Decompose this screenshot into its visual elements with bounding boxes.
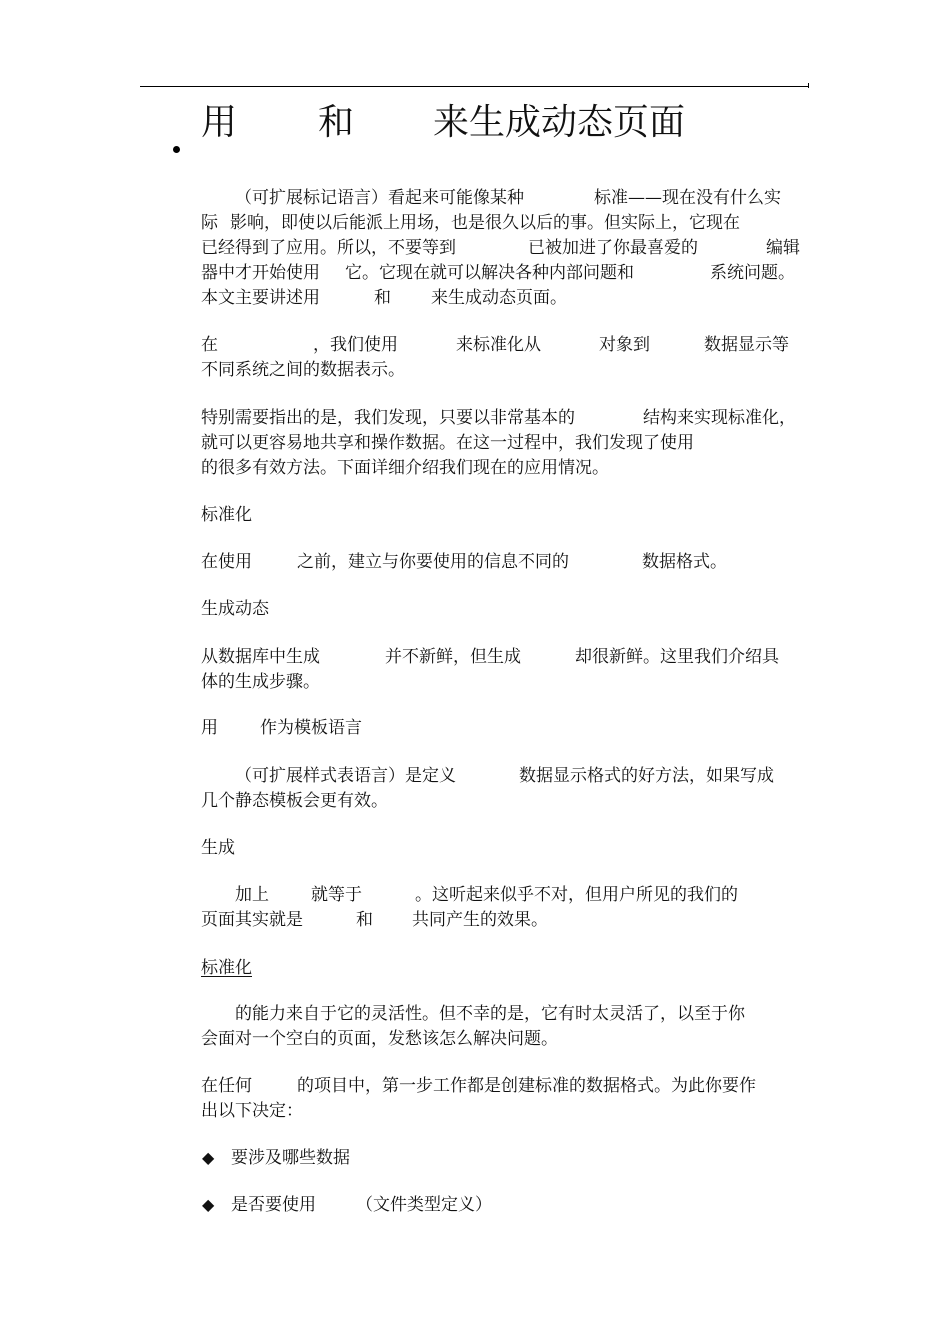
outline-heading: 作为模板语言 bbox=[260, 718, 362, 738]
text-run: 和 bbox=[356, 910, 373, 930]
header-rule-end bbox=[808, 83, 809, 88]
text-run: 特别需要指出的是，我们发现，只要以非常基本的 bbox=[201, 408, 575, 428]
text-run: 几个静态模板会更有效。 bbox=[201, 791, 388, 811]
text-run: 体的生成步骤。 bbox=[201, 672, 320, 692]
text-run: 的很多有效方法。下面详细介绍我们现在的应用情况。 bbox=[201, 458, 609, 478]
text-run: 系统问题。 bbox=[710, 263, 795, 283]
list-item-text: 要涉及哪些数据 bbox=[231, 1148, 350, 1168]
list-item-text: 是否要使用 bbox=[231, 1195, 316, 1215]
text-run: 在 bbox=[201, 335, 218, 355]
text-run: 会面对一个空白的页面，发愁该怎么解决问题。 bbox=[201, 1029, 558, 1049]
text-run: 在任何 bbox=[201, 1076, 252, 1096]
text-run: 数据显示等 bbox=[704, 335, 789, 355]
text-run: 数据显示格式的好方法，如果写成 bbox=[519, 766, 774, 786]
text-run: 它。它现在就可以解决各种内部问题和 bbox=[345, 263, 634, 283]
text-run: （可扩展标记语言）看起来可能像某种 bbox=[235, 188, 524, 208]
text-run: 对象到 bbox=[599, 335, 650, 355]
text-run: 器中才开始使用 bbox=[201, 263, 320, 283]
text-run: 加上 bbox=[235, 885, 269, 905]
outline-heading: 生成动态 bbox=[201, 599, 269, 619]
text-run: 的项目中，第一步工作都是创建标准的数据格式。为此你要作 bbox=[297, 1076, 756, 1096]
text-run: 来标准化从 bbox=[456, 335, 541, 355]
text-run: 影响，即使以后能派上用场，也是很久以后的事。但实际上，它现在 bbox=[230, 213, 740, 233]
text-run: 出以下决定： bbox=[201, 1101, 303, 1121]
text-run: 本文主要讲述用 bbox=[201, 288, 320, 308]
text-run: 结构来实现标准化， bbox=[643, 408, 796, 428]
outline-heading: 生成 bbox=[201, 838, 235, 858]
text-run: 就等于 bbox=[311, 885, 362, 905]
text-run: （可扩展样式表语言）是定义 bbox=[235, 766, 456, 786]
title-part-1: 用 bbox=[201, 102, 238, 143]
text-run: 却很新鲜。这里我们介绍具 bbox=[575, 647, 779, 667]
text-run: 不同系统之间的数据表示。 bbox=[201, 360, 405, 380]
text-run: 。这听起来似乎不对，但用户所见的我们的 bbox=[415, 885, 738, 905]
text-run: 来生成动态页面。 bbox=[431, 288, 567, 308]
outline-heading: 用 bbox=[201, 718, 218, 738]
text-run: 数据格式。 bbox=[642, 552, 727, 572]
text-run: 之前，建立与你要使用的信息不同的 bbox=[297, 552, 569, 572]
text-run: 标准——现在没有什么实 bbox=[594, 188, 781, 208]
section-heading: 标准化 bbox=[201, 958, 252, 978]
diamond-bullet-icon: ◆ bbox=[202, 1148, 215, 1167]
text-run: 并不新鲜，但生成 bbox=[385, 647, 521, 667]
text-run: 在使用 bbox=[201, 552, 252, 572]
text-run: 页面其实就是 bbox=[201, 910, 303, 930]
text-run: 编辑 bbox=[766, 238, 800, 258]
text-run: 际 bbox=[201, 213, 218, 233]
text-run: 从数据库中生成 bbox=[201, 647, 320, 667]
text-run: 已被加进了你最喜爱的 bbox=[528, 238, 698, 258]
header-rule bbox=[140, 86, 808, 87]
text-run: 已经得到了应用。所以，不要等到 bbox=[201, 238, 456, 258]
text-run: ，我们使用 bbox=[313, 335, 398, 355]
title-bullet-icon bbox=[173, 146, 180, 153]
title-part-3: 来生成动态页面 bbox=[433, 102, 686, 143]
title-part-2: 和 bbox=[318, 102, 355, 143]
text-run: 共同产生的效果。 bbox=[412, 910, 548, 930]
list-item-text: （文件类型定义） bbox=[356, 1195, 492, 1215]
text-run: 就可以更容易地共享和操作数据。在这一过程中，我们发现了使用 bbox=[201, 433, 694, 453]
text-run: 的能力来自于它的灵活性。但不幸的是，它有时太灵活了，以至于你 bbox=[235, 1004, 745, 1024]
diamond-bullet-icon: ◆ bbox=[202, 1195, 215, 1214]
text-run: 和 bbox=[374, 288, 391, 308]
outline-heading: 标准化 bbox=[201, 505, 252, 525]
